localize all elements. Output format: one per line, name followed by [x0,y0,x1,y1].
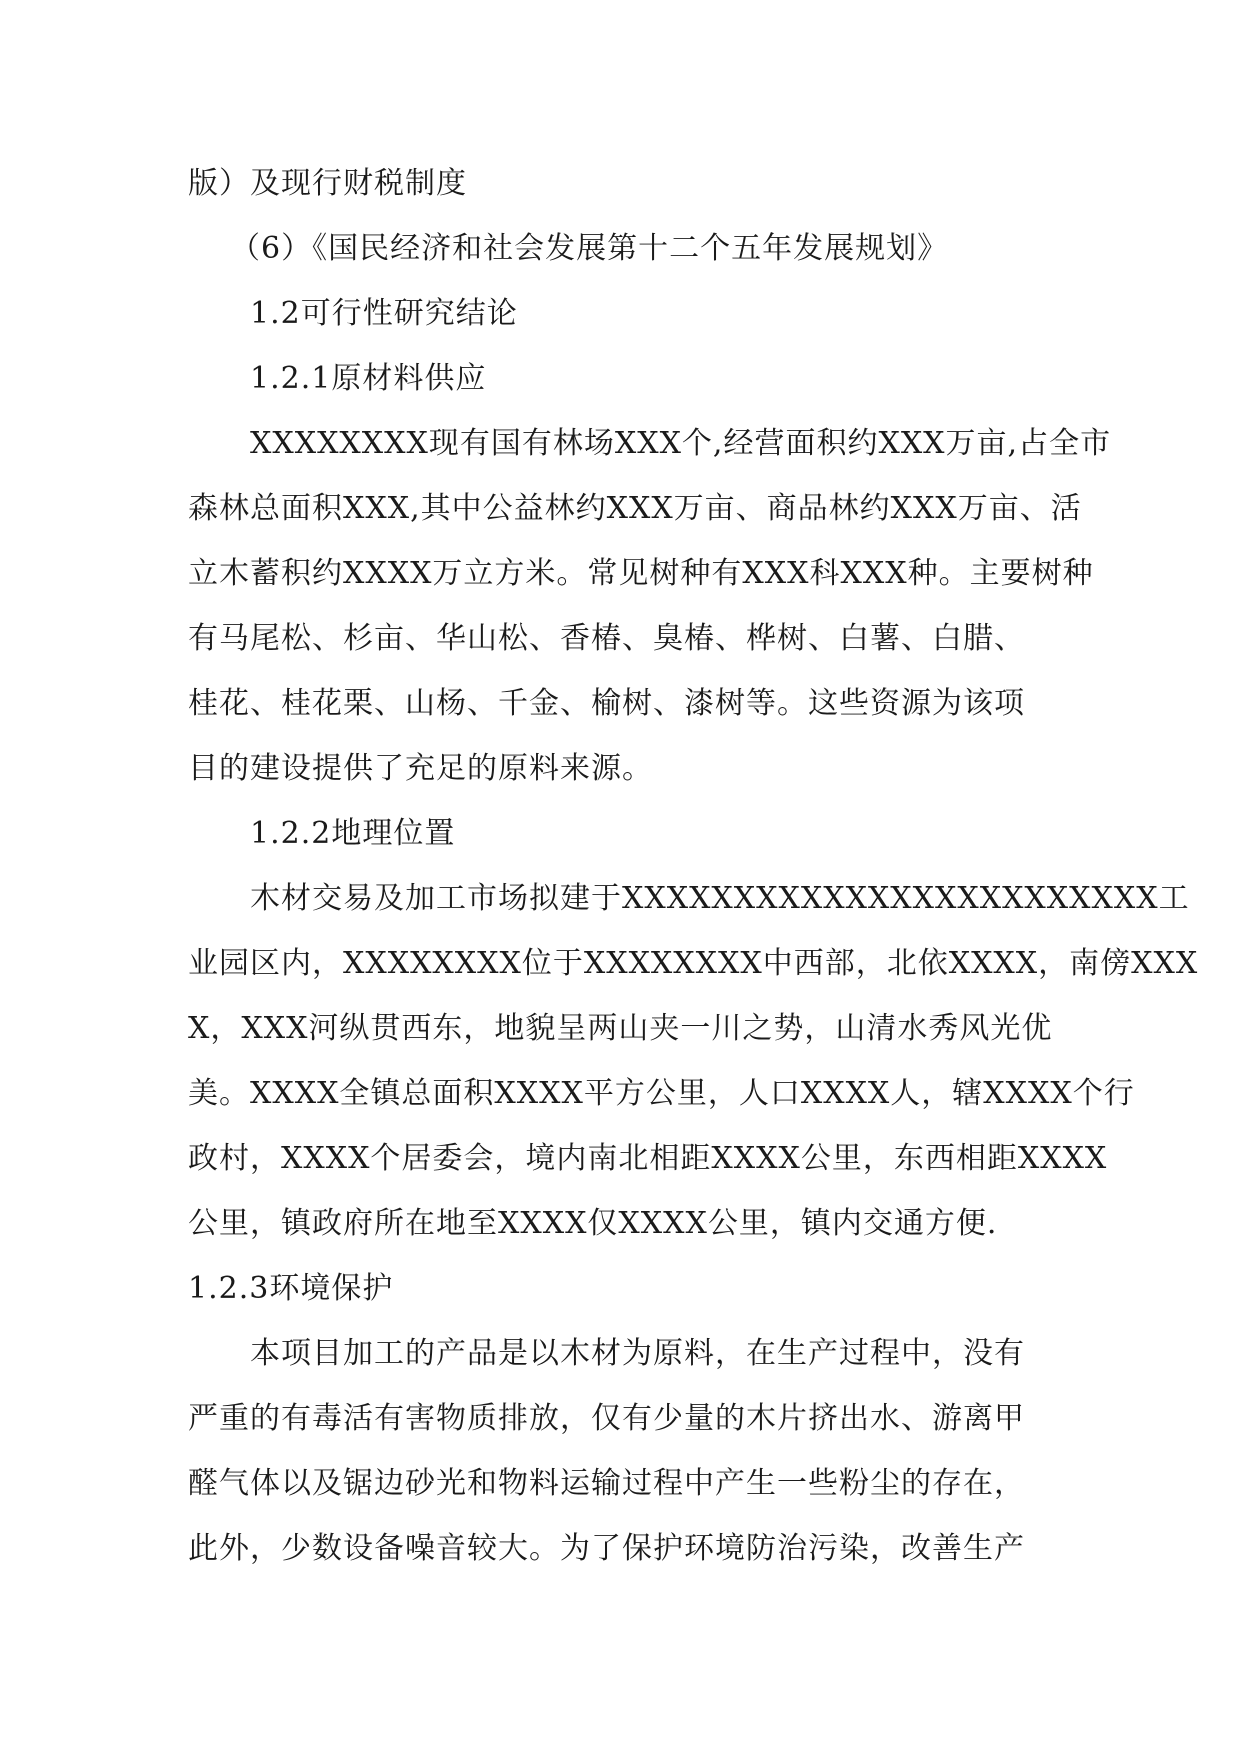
section-heading-1-2: 1.2可行性研究结论 [250,296,518,331]
paragraph-line: 桂花、桂花栗、山杨、千金、榆树、漆树等。这些资源为该项 [188,686,1025,721]
section-heading-1-2-1: 1.2.1原材料供应 [250,361,487,396]
section-heading-1-2-3: 1.2.3环境保护 [188,1271,394,1306]
paragraph-line: 美。XXXX全镇总面积XXXX平方公里，人口XXXX人，辖XXXX个行 [188,1076,1135,1111]
paragraph-line: 政村，XXXX个居委会，境内南北相距XXXX公里，东西相距XXXX [188,1141,1108,1176]
paragraph-line: 立木蓄积约XXXX万立方米。常见树种有XXX科XXX种。主要树种 [188,556,1094,591]
paragraph-line: 醛气体以及锯边砂光和物料运输过程中产生一些粉尘的存在， [188,1466,1025,1501]
paragraph-line: 森林总面积XXX,其中公益林约XXX万亩、商品林约XXX万亩、活 [188,491,1082,526]
paragraph-line: 业园区内，XXXXXXXX位于XXXXXXXX中西部，北依XXXX，南傍XXX [188,946,1199,981]
paragraph-line: 目的建设提供了充足的原料来源。 [188,751,653,786]
paragraph-line: XXXXXXXX现有国有林场XXX个,经营面积约XXX万亩,占全市 [250,426,1112,461]
paragraph-line: 本项目加工的产品是以木材为原料，在生产过程中，没有 [250,1336,1025,1371]
text-line-2: （6）《国民经济和社会发展第十二个五年发展规划》 [230,231,949,266]
paragraph-line: 此外，少数设备噪音较大。为了保护环境防治污染，改善生产 [188,1531,1025,1566]
paragraph-line: 有马尾松、杉亩、华山松、香椿、臭椿、桦树、白薯、白腊、 [188,621,1025,656]
paragraph-line: X，XXX河纵贯西东，地貌呈两山夹一川之势，山清水秀风光优 [188,1011,1053,1046]
paragraph-line: 严重的有毒活有害物质排放，仅有少量的木片挤出水、游离甲 [188,1401,1025,1436]
section-heading-1-2-2: 1.2.2地理位置 [250,816,456,851]
text-line-1: 版）及现行财税制度 [188,166,467,201]
paragraph-line: 公里，镇政府所在地至XXXX仅XXXX公里，镇内交通方便. [188,1206,998,1241]
paragraph-line: 木材交易及加工市场拟建于XXXXXXXXXXXXXXXXXXXXXXXX工 [250,881,1190,916]
